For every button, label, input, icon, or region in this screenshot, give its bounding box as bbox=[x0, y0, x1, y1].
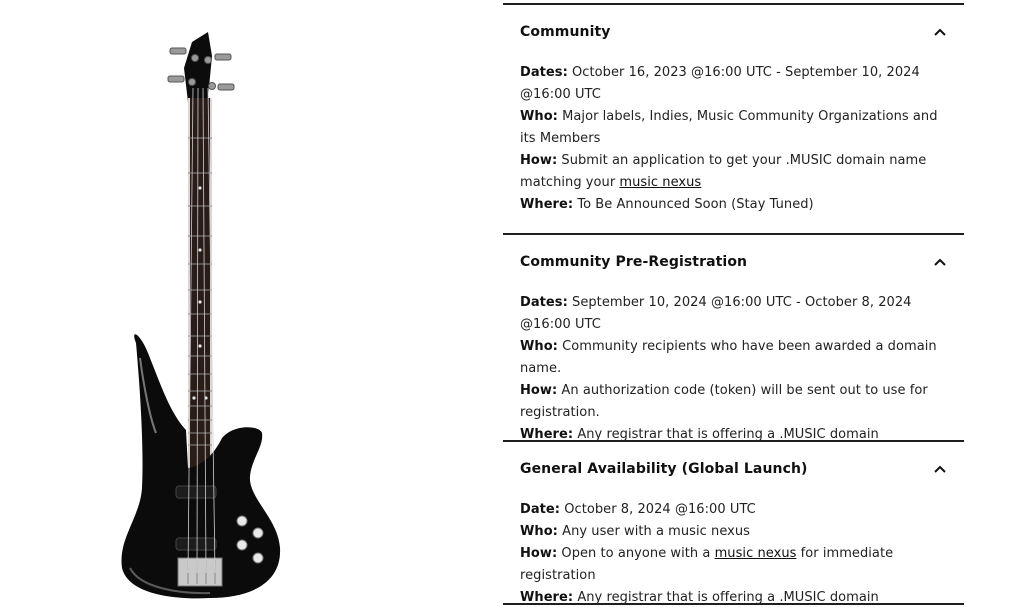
detail-value: Submit an application to get your .MUSIC domain name matching your bbox=[520, 153, 927, 190]
accordion-header-community-pre-registration[interactable] bbox=[520, 235, 947, 288]
detail-row-who bbox=[520, 106, 947, 150]
detail-value: An authorization code (token) will be sent out to use for registration. bbox=[520, 383, 928, 420]
detail-value: Any user with a music nexus bbox=[557, 524, 751, 539]
detail-row-who bbox=[520, 521, 947, 543]
music-nexus-link[interactable]: music nexus bbox=[619, 175, 702, 190]
detail-value: October 8, 2024 @16:00 UTC bbox=[560, 502, 756, 517]
chevron-up-icon[interactable] bbox=[933, 462, 947, 476]
music-nexus-link[interactable]: music nexus bbox=[714, 546, 797, 561]
detail-value: October 16, 2023 @16:00 UTC - September 10, 2024 @16:00 UTC bbox=[520, 65, 920, 102]
detail-row-where bbox=[520, 587, 947, 607]
detail-label: Who: bbox=[520, 109, 558, 124]
detail-value: Any registrar that is offering a .MUSIC domain bbox=[573, 427, 879, 442]
detail-label: Where: bbox=[520, 427, 574, 442]
detail-label: Dates: bbox=[520, 65, 568, 80]
accordion-header-general-availability[interactable] bbox=[520, 442, 947, 495]
accordion-content bbox=[520, 288, 947, 440]
launch-phases-accordion bbox=[503, 3, 964, 605]
detail-row-dates bbox=[520, 292, 947, 336]
detail-label: Where: bbox=[520, 197, 574, 212]
bass-guitar-icon bbox=[100, 28, 300, 603]
accordion-content bbox=[520, 58, 947, 233]
detail-row-date bbox=[520, 499, 947, 521]
chevron-up-icon[interactable] bbox=[933, 255, 947, 269]
accordion-section-community-pre-registration bbox=[503, 233, 964, 440]
detail-label: How: bbox=[520, 153, 558, 168]
detail-label: Who: bbox=[520, 339, 558, 354]
detail-label: How: bbox=[520, 383, 558, 398]
accordion-content bbox=[520, 495, 947, 603]
chevron-up-icon[interactable] bbox=[933, 25, 947, 39]
detail-label: Where: bbox=[520, 590, 574, 605]
section-title: Community Pre-Registration bbox=[520, 253, 748, 270]
detail-label: Date: bbox=[520, 502, 561, 517]
detail-row-dates bbox=[520, 62, 947, 106]
detail-row-who bbox=[520, 336, 947, 380]
accordion-header-community[interactable] bbox=[520, 5, 947, 58]
product-image bbox=[100, 28, 300, 603]
accordion-section-community bbox=[503, 3, 964, 233]
detail-row-where bbox=[520, 194, 947, 216]
detail-row-how bbox=[520, 380, 947, 424]
detail-label: Dates: bbox=[520, 295, 568, 310]
detail-label: How: bbox=[520, 546, 558, 561]
detail-value: Community recipients who have been awarded a domain name. bbox=[520, 339, 937, 376]
detail-value: Major labels, Indies, Music Community Organizations and its Members bbox=[520, 109, 938, 146]
detail-label: Who: bbox=[520, 524, 558, 539]
detail-row-how bbox=[520, 543, 947, 587]
accordion-section-general-availability bbox=[503, 440, 964, 605]
detail-value: To Be Announced Soon (Stay Tuned) bbox=[573, 197, 814, 212]
section-title: General Availability (Global Launch) bbox=[520, 460, 808, 477]
detail-row-how bbox=[520, 150, 947, 194]
detail-value: September 10, 2024 @16:00 UTC - October 8, 2024 @16:00 UTC bbox=[520, 295, 912, 332]
section-title: Community bbox=[520, 23, 611, 40]
detail-value: Any registrar that is offering a .MUSIC domain bbox=[573, 590, 879, 605]
detail-value: Open to anyone with a bbox=[557, 546, 715, 561]
detail-value-suffix: for immediate registration bbox=[520, 546, 894, 583]
